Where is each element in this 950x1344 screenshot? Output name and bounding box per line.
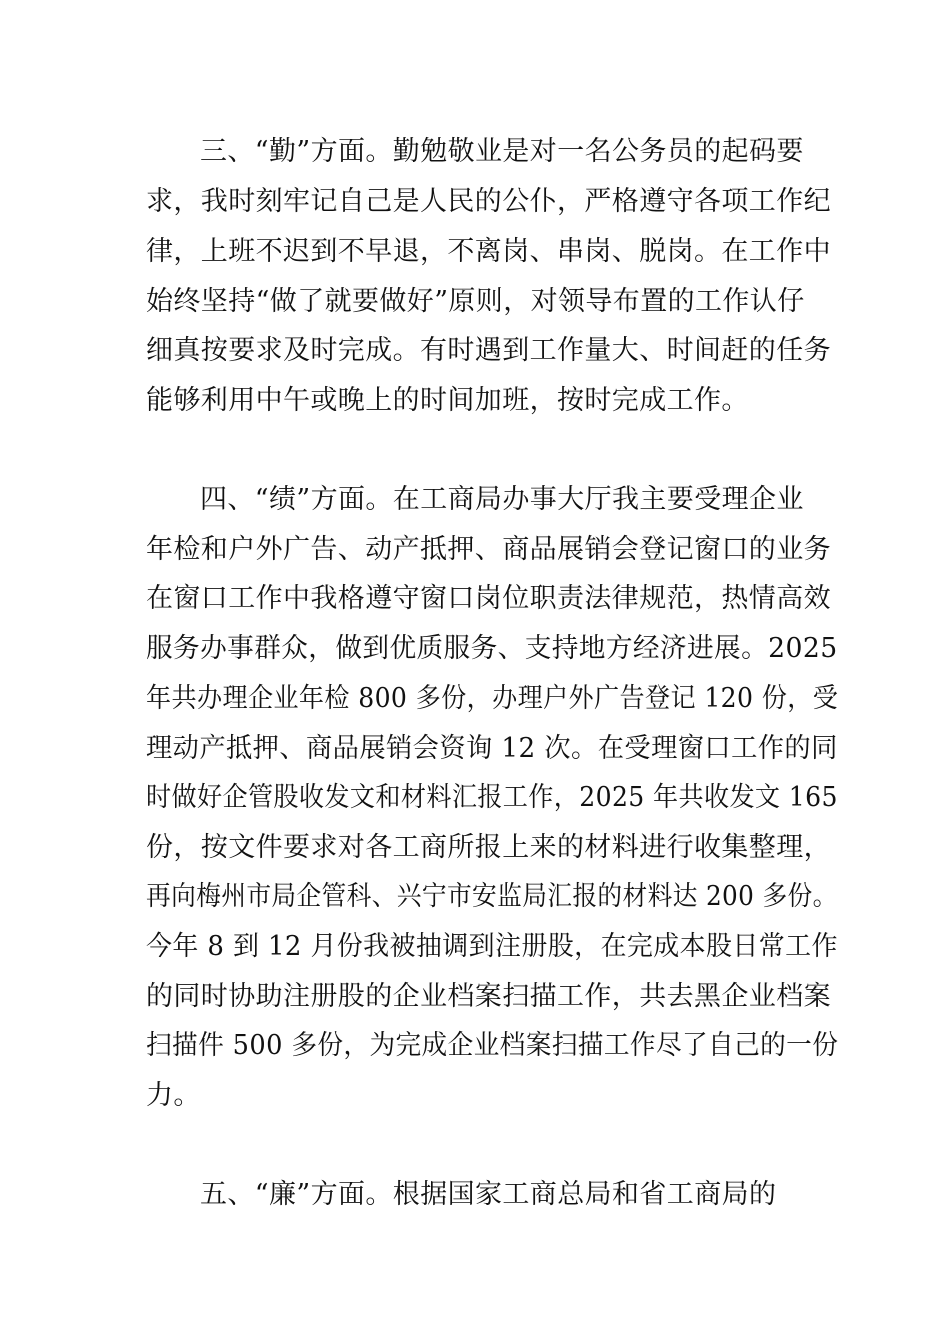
- paragraph-2-line-1: 四、“绩”方面。在工商局办事大厅我主要受理企业: [200, 484, 804, 515]
- paragraph-2-line-6: 理动产抵押、商品展销会资询 12 次。在受理窗口工作的同: [146, 733, 838, 764]
- paragraph-2-line-9: 再向梅州市局企管科、兴宁市安监局汇报的材料达 200 多份。: [146, 881, 838, 912]
- paragraph-2-line-12: 扫描件 500 多份，为完成企业档案扫描工作尽了自己的一份: [146, 1030, 839, 1061]
- paragraph-2-line-5: 年共办理企业年检 800 多份，办理户外广告登记 120 份，受: [146, 683, 839, 714]
- paragraph-3-line-1: 五、“廉”方面。根据国家工商总局和省工商局的: [200, 1179, 777, 1210]
- paragraph-1-line-3: 律，上班不迟到不早退，不离岗、串岗、脱岗。在工作中: [146, 236, 831, 267]
- paragraph-1-line-1: 三、“勤”方面。勤勉敬业是对一名公务员的起码要: [200, 136, 804, 167]
- paragraph-2-line-7: 时做好企管股收发文和材料汇报工作，2025 年共收发文 165: [146, 782, 838, 813]
- paragraph-2-line-4: 服务办事群众，做到优质服务、支持地方经济进展。2025: [146, 633, 838, 664]
- paragraph-2-line-8: 份，按文件要求对各工商所报上来的材料进行收集整理，: [146, 832, 831, 863]
- paragraph-1-line-2: 求，我时刻牢记自己是人民的公仆，严格遵守各项工作纪: [146, 186, 831, 217]
- paragraph-1-line-6: 能够利用中午或晚上的时间加班，按时完成工作。: [146, 385, 749, 416]
- paragraph-1-line-5: 细真按要求及时完成。有时遇到工作量大、时间赶的任务: [146, 335, 831, 366]
- paragraph-1-line-4: 始终坚持“做了就要做好”原则，对领导布置的工作认仔: [146, 286, 805, 317]
- paragraph-2-line-3: 在窗口工作中我格遵守窗口岗位职责法律规范，热情高效: [146, 583, 831, 614]
- paragraph-2-line-10: 今年 8 到 12 月份我被抽调到注册股，在完成本股日常工作: [146, 931, 838, 962]
- paragraph-2-line-13: 力。: [146, 1080, 201, 1111]
- paragraph-2-line-2: 年检和户外广告、动产抵押、商品展销会登记窗口的业务: [146, 534, 831, 565]
- paragraph-2-line-11: 的同时协助注册股的企业档案扫描工作，共去黑企业档案: [146, 981, 831, 1012]
